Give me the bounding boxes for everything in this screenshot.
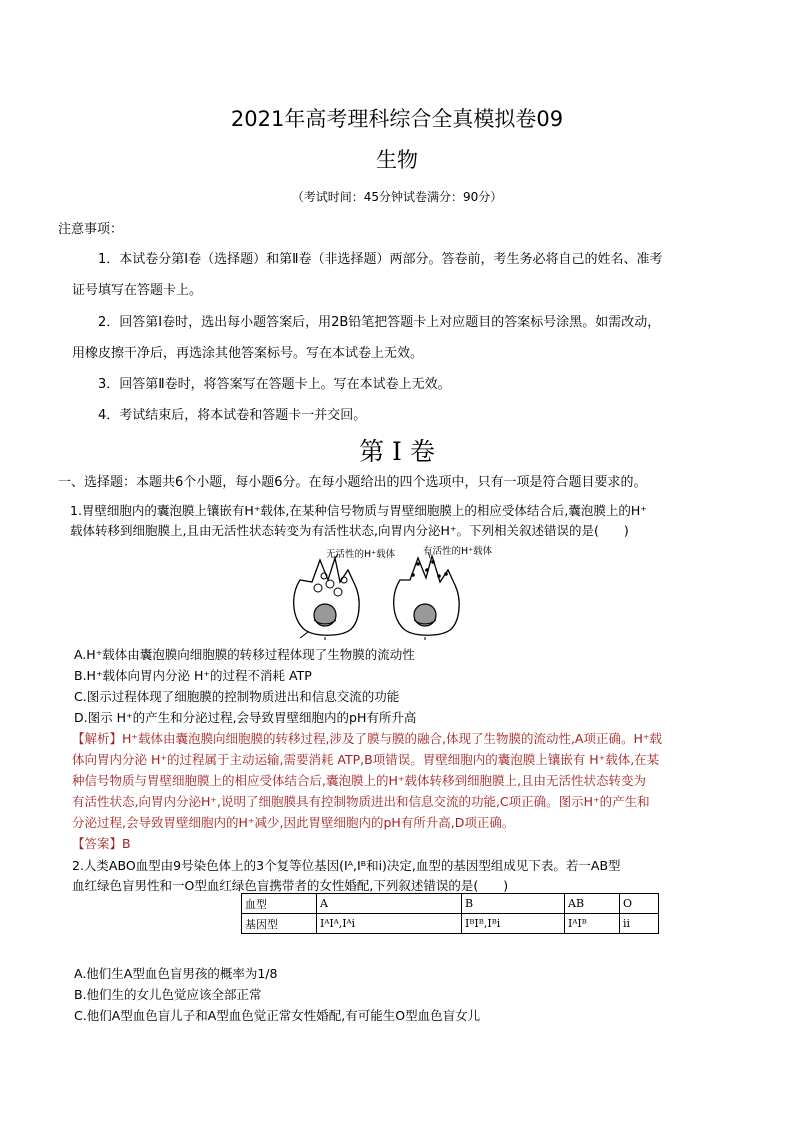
q1-stem: 1.胃壁细胞内的囊泡膜上镶嵌有H⁺载体,在某种信号物质与胃壁细胞膜上的相应受体结合后,囊泡膜上的H⁺ <box>70 503 647 518</box>
q1-analysis-line: 分泌过程,会导致胃壁细胞内的H⁺减少,因此胃壁细胞内的pH有所升高,D项正确。 <box>72 815 515 830</box>
note-line: 证号填写在答题卡上。 <box>72 283 203 298</box>
table-cell: IᴬIᴬ,Iᴬi <box>317 914 462 934</box>
q2-option-b: B.他们生的女儿色觉应该全部正常 <box>74 987 262 1002</box>
q2-option-a: A.他们生A型血色盲男孩的概率为1/8 <box>74 966 278 981</box>
table-cell: IᴮIᴮ,Iᴮi <box>462 914 565 934</box>
genotype-table <box>241 893 659 934</box>
q1-analysis-line: 种信号物质与胃壁细胞膜上的相应受体结合后,囊泡膜上的H⁺载体转移到细胞膜上,且由无活性状态转变为 <box>72 773 646 788</box>
note-line: 3．回答第Ⅱ卷时，将答案写在答题卡上。写在本试卷上无效。 <box>98 377 451 392</box>
answer-label: 【答案】 <box>72 836 123 851</box>
subject-title: 生物 <box>376 148 418 172</box>
q1-option-d: D.图示 H⁺的产生和分泌过程,会导致胃壁细胞内的pH有所升高 <box>74 710 417 725</box>
note-line: 2．回答第Ⅰ卷时，选出每小题答案后，用2B铅笔把答题卡上对应题目的答案标号涂黑。如需改动， <box>98 315 661 330</box>
table-cell: O <box>620 894 659 914</box>
figure-label-inactive: 无活性的H⁺载体 <box>326 549 396 560</box>
q1-option-a: A.H⁺载体由囊泡膜向细胞膜的转移过程体现了生物膜的流动性 <box>74 647 415 662</box>
table-cell: B <box>462 894 565 914</box>
note-line: 1．本试卷分第Ⅰ卷（选择题）和第Ⅱ卷（非选择题）两部分。答卷前，考生务必将自己的姓名、准考 <box>98 252 663 267</box>
table-row <box>242 894 659 914</box>
section-title: 第 I 卷 <box>359 437 435 466</box>
table-cell: ii <box>620 914 659 934</box>
q1-option-b: B.H⁺载体向胃内分泌 H⁺的过程不消耗 ATP <box>74 668 312 683</box>
table-cell: 血型 <box>242 894 317 914</box>
notes-heading: 注意事项： <box>58 222 124 237</box>
q1-answer <box>72 834 131 852</box>
table-cell: IᴬIᴮ <box>565 914 620 934</box>
section-instruction: 一、选择题：本题共6个小题，每小题6分。在每小题给出的四个选项中，只有一项是符合题目要求的。 <box>58 475 647 490</box>
q1-analysis-line: 【解析】H⁺载体由囊泡膜向细胞膜的转移过程,涉及了膜与膜的融合,体现了生物膜的流动性,A项正确。H⁺载 <box>72 731 662 746</box>
note-line: 4．考试结束后，将本试卷和答题卡一并交回。 <box>98 408 367 423</box>
q1-analysis-line: 体向胃内分泌 H⁺的过程属于主动运输,需要消耗 ATP,B项错误。胃壁细胞内的囊泡膜上镶嵌有 H⁺载体,在某 <box>72 752 660 767</box>
table-cell: 基因型 <box>242 914 317 934</box>
q1-option-c: C.图示过程体现了细胞膜的控制物质进出和信息交流的功能 <box>74 689 400 704</box>
q1-stem: 载体转移到细胞膜上,且由无活性状态转变为有活性状态,向胃内分泌H⁺。下列相关叙述错误的是( ) <box>70 523 629 538</box>
table-cell: AB <box>565 894 620 914</box>
table-cell: A <box>317 894 462 914</box>
answer-value: B <box>122 836 131 851</box>
page-title: 2021年高考理科综合全真模拟卷09 <box>230 107 564 131</box>
q2-stem: 血红绿色盲男性和一O型血红绿色盲携带者的女性婚配,下列叙述错误的是( ) <box>72 878 509 893</box>
q2-stem: 2.人类ABO血型由9号染色体上的3个复等位基因(Iᴬ,Iᴮ和i)决定,血型的基因型组成见下表。若一AB型 <box>72 858 621 873</box>
table-row <box>242 914 659 934</box>
exam-info: （考试时间：45分钟试卷满分：90分） <box>291 190 503 204</box>
note-line: 用橡皮擦干净后，再选涂其他答案标号。写在本试卷上无效。 <box>72 346 424 361</box>
figure-label-active: 有活性的H⁺载体 <box>423 546 493 557</box>
q2-option-c: C.他们A型血色盲儿子和A型血色觉正常女性婚配,有可能生O型血色盲女儿 <box>74 1008 481 1023</box>
q1-analysis-line: 有活性状态,向胃内分泌H⁺,说明了细胞膜具有控制物质进出和信息交流的功能,C项正确。图示H⁺的产生和 <box>72 794 650 809</box>
